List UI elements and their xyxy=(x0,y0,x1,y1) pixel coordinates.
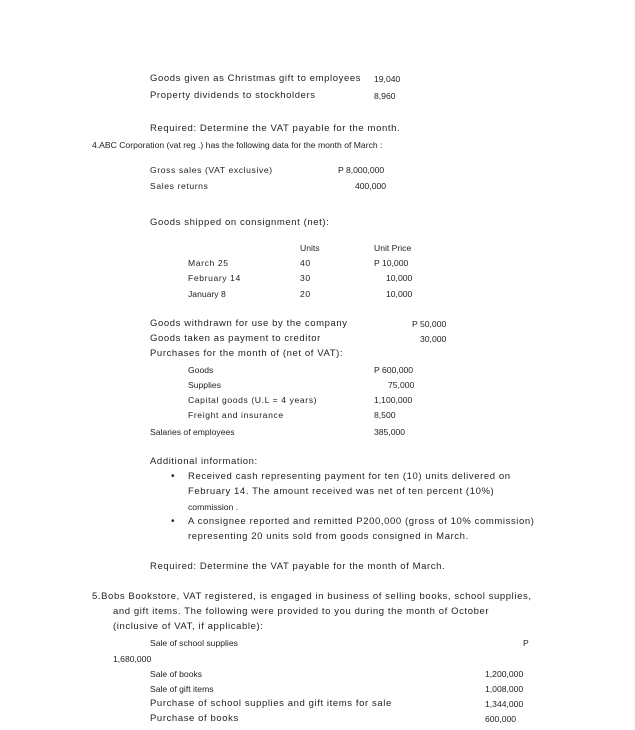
problem-4-header: 4.ABC Corporation (vat reg .) has the following data for the month of March : xyxy=(92,140,383,150)
sale-books-value: 1,200,000 xyxy=(485,669,524,679)
problem-5-line-2: and gift items. The following were provided to you during the month of October xyxy=(113,606,490,617)
purchase-item-value: 8,500 xyxy=(374,410,396,420)
consignment-price: 10,000 xyxy=(386,273,413,283)
sale-school-supplies-peso: P xyxy=(523,638,529,648)
sale-school-supplies-value: 1,680,000 xyxy=(113,654,152,664)
goods-withdrawn-label: Goods withdrawn for use by the company xyxy=(150,318,348,329)
consignment-units: 30 xyxy=(300,273,311,283)
purchase-item-label: Supplies xyxy=(188,380,221,390)
purchase-item-value: 75,000 xyxy=(388,380,415,390)
bullet-1-line-2: February 14. The amount received was net of ten percent (10%) xyxy=(188,486,495,497)
sale-gift-items-label: Sale of gift items xyxy=(150,684,214,694)
sales-returns-value: 400,000 xyxy=(355,181,387,191)
consignment-units: 40 xyxy=(300,258,311,268)
goods-withdrawn-value: P 50,000 xyxy=(412,319,447,329)
goods-taken-label: Goods taken as payment to creditor xyxy=(150,333,321,344)
purchase-item-label: Goods xyxy=(188,365,214,375)
goods-taken-value: 30,000 xyxy=(420,334,447,344)
bullet-2-line-1: A consignee reported and remitted P200,000 (gross of 10% commission) xyxy=(188,516,535,527)
gross-sales-value: P 8,000,000 xyxy=(338,165,385,175)
purchases-heading: Purchases for the month of (net of VAT): xyxy=(150,348,344,359)
column-header-unit-price: Unit Price xyxy=(374,243,412,253)
sales-returns-label: Sales returns xyxy=(150,181,209,191)
purchase-item-label: Capital goods (U.L = 4 years) xyxy=(188,395,318,405)
purchase-books-value: 600,000 xyxy=(485,714,517,724)
salaries-value: 385,000 xyxy=(374,427,406,437)
purchase-item-value: P 600,000 xyxy=(374,365,414,375)
bullet-1-line-1: Received cash representing payment for ten (10) units delivered on xyxy=(188,471,511,482)
property-dividends-label: Property dividends to stockholders xyxy=(150,90,316,101)
consignment-date: February 14 xyxy=(188,273,241,283)
sale-gift-items-value: 1,008,000 xyxy=(485,684,524,694)
purchase-item-label: Freight and insurance xyxy=(188,410,284,420)
sale-books-label: Sale of books xyxy=(150,669,203,679)
goods-shipped-heading: Goods shipped on consignment (net): xyxy=(150,217,330,228)
bullet-marker: • xyxy=(171,516,175,527)
goods-christmas-label: Goods given as Christmas gift to employees xyxy=(150,73,362,84)
bullet-2-line-2: representing 20 units sold from goods consigned in March. xyxy=(188,531,469,542)
consignment-price: 10,000 xyxy=(386,289,413,299)
salaries-label: Salaries of employees xyxy=(150,427,235,437)
consignment-units: 20 xyxy=(300,289,311,299)
purchase-item-value: 1,100,000 xyxy=(374,395,413,405)
bullet-marker: • xyxy=(171,471,175,482)
additional-info-heading: Additional information: xyxy=(150,456,258,467)
required-march: Required: Determine the VAT payable for the month of March. xyxy=(150,561,446,572)
bullet-1-line-3: commission . xyxy=(188,502,239,512)
consignment-date: March 25 xyxy=(188,258,229,268)
required-month: Required: Determine the VAT payable for the month. xyxy=(150,123,401,134)
column-header-units: Units xyxy=(300,243,320,253)
property-dividends-value: 8,960 xyxy=(374,91,396,101)
purchase-school-gifts-label: Purchase of school supplies and gift items for sale xyxy=(150,698,392,709)
problem-5-line-3: (inclusive of VAT, if applicable): xyxy=(113,621,264,632)
purchase-school-gifts-value: 1,344,000 xyxy=(485,699,524,709)
consignment-date: January 8 xyxy=(188,289,226,299)
sale-school-supplies-label: Sale of school supplies xyxy=(150,638,238,648)
purchase-books-label: Purchase of books xyxy=(150,713,239,724)
consignment-price: P 10,000 xyxy=(374,258,409,268)
goods-christmas-value: 19,040 xyxy=(374,74,401,84)
gross-sales-label: Gross sales (VAT exclusive) xyxy=(150,165,273,175)
problem-5-line-1: 5.Bobs Bookstore, VAT registered, is engaged in business of selling books, school supplies, xyxy=(92,591,532,602)
